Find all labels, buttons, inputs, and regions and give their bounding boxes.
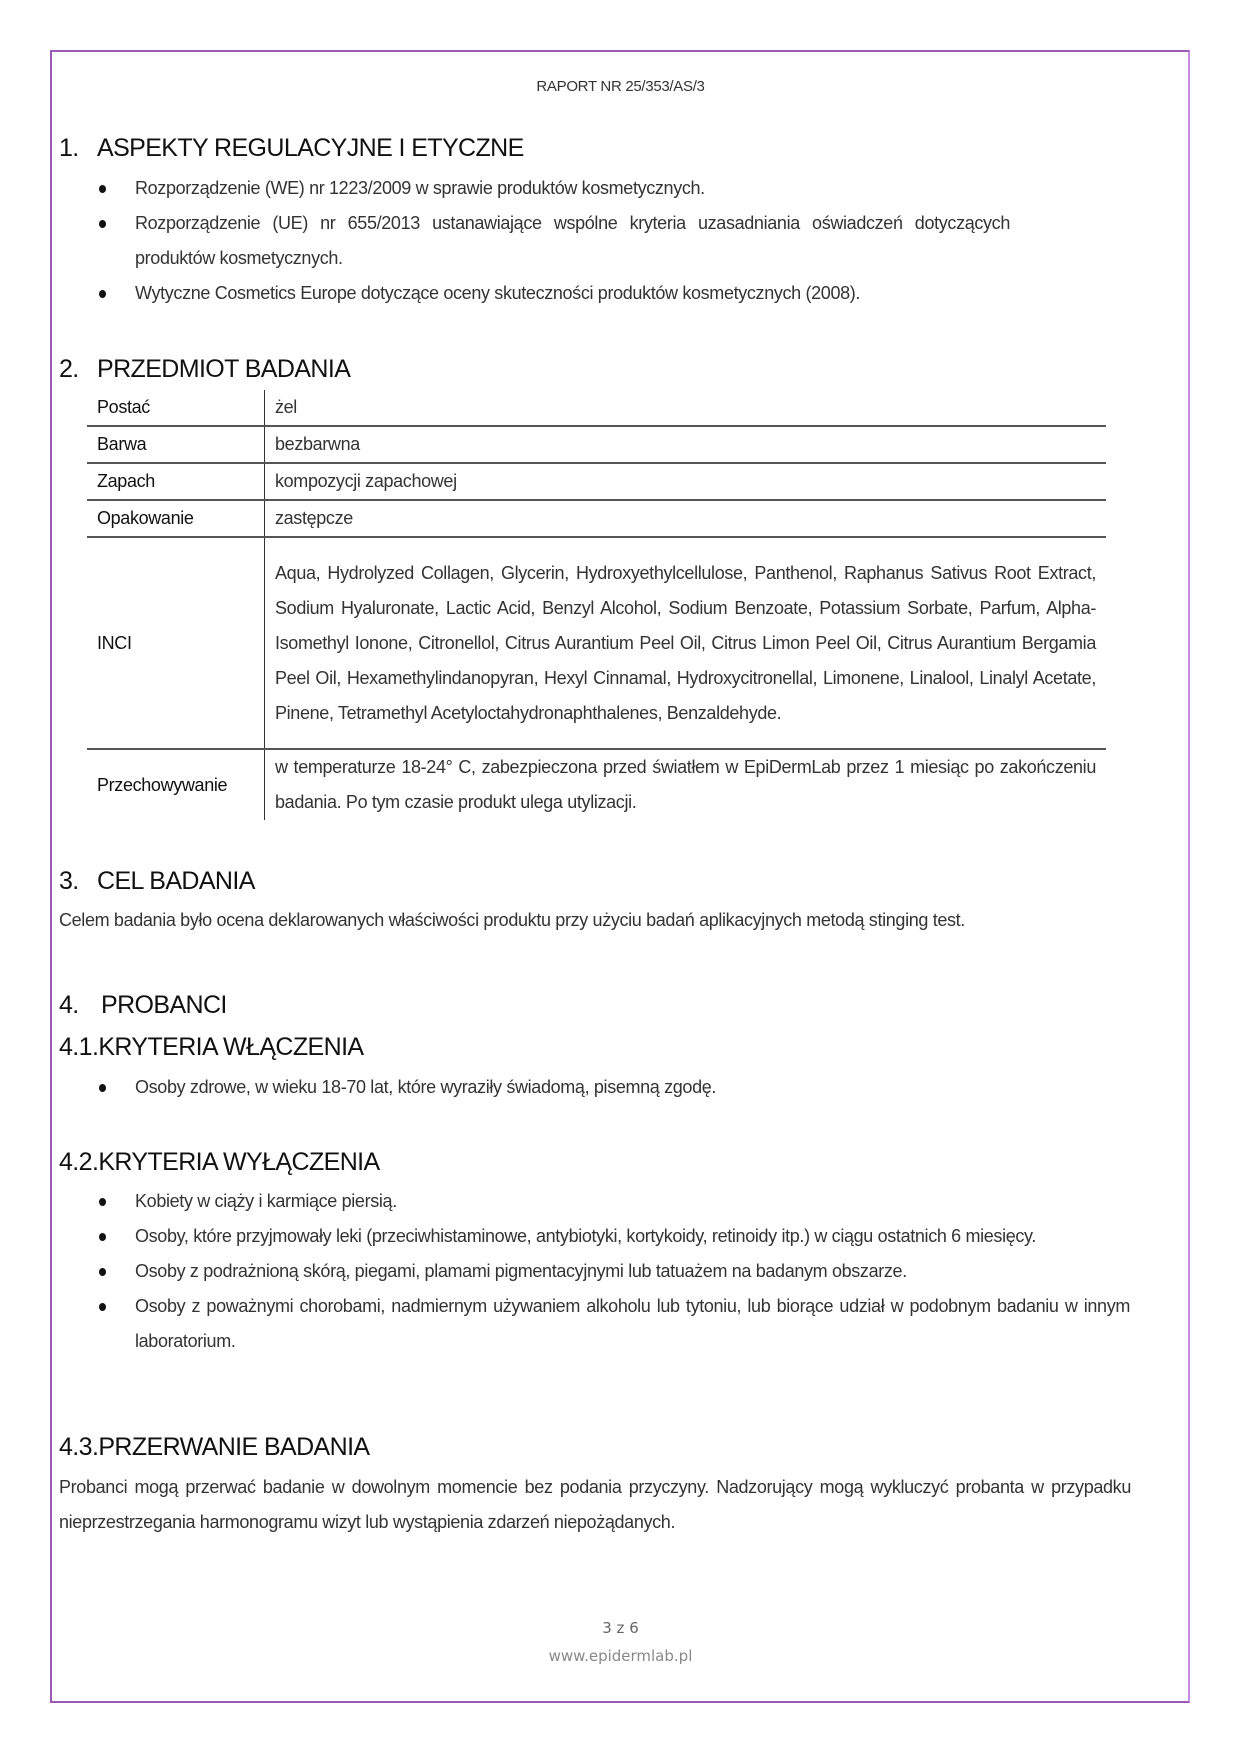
section-number: 2. xyxy=(59,355,79,383)
footer-website-link[interactable]: www.epidermlab.pl xyxy=(548,1647,693,1665)
list-item: Osoby z podrażnioną skórą, piegami, plamami pigmentacyjnymi lub tatuażem na badanym obszarze. xyxy=(95,1254,1130,1289)
section-number: 4.2. xyxy=(59,1148,99,1176)
section-number: 3. xyxy=(59,867,79,895)
section-number: 1. xyxy=(59,134,79,162)
table-key: Postać xyxy=(87,390,265,426)
section-4-2-heading xyxy=(59,1147,380,1177)
list-item: Osoby zdrowe, w wieku 18-70 lat, które wyraziły świadomą, pisemną zgodę. xyxy=(95,1070,1130,1105)
table-key: Opakowanie xyxy=(87,500,265,537)
list-item: Osoby z poważnymi chorobami, nadmiernym używaniem alkoholu lub tytoniu, lub biorące udział w podobnym badaniu w innym laboratorium. xyxy=(95,1289,1130,1359)
section-number: 4.3. xyxy=(59,1433,99,1461)
regulations-list xyxy=(95,171,1130,311)
list-item: Wytyczne Cosmetics Europe dotyczące oceny skuteczności produktów kosmetycznych (2008). xyxy=(95,276,1130,311)
section-title: PRZEDMIOT BADANIA xyxy=(97,355,351,383)
table-row xyxy=(87,749,1106,820)
table-row xyxy=(87,390,1106,426)
section-1-heading xyxy=(59,133,524,163)
list-item: Kobiety w ciąży i karmiące piersią. xyxy=(95,1184,1130,1219)
list-item: Rozporządzenie (UE) nr 655/2013 ustanawiające wspólne kryteria uzasadniania oświadczeń dotyczących produktów kosmetycznych. xyxy=(95,206,1130,276)
table-key: Barwa xyxy=(87,426,265,463)
report-number-header: RAPORT NR 25/353/AS/3 xyxy=(536,78,705,95)
section-title: KRYTERIA WŁĄCZENIA xyxy=(98,1033,364,1061)
table-value: Aqua, Hydrolyzed Collagen, Glycerin, Hydroxyethylcellulose, Panthenol, Raphanus Sativus Root Extract, Sodium Hyaluronate, Lactic Acid, Benzyl Alcohol, Sodium Benzoate, Potassium Sorbate, Parfum, Alpha-Isomethyl Ionone, Citronellol, Citrus Aurantium Peel Oil, Citrus Limon Peel Oil, Citrus Aurantium Bergamia Peel Oil, Hexamethylindanopyran, Hexyl Cinnamal, Hydroxycitronellal, Limonene, Linalool, Linalyl Acetate, Pinene, Tetramethyl Acetyloctahydronaphthalenes, Benzaldehyde. xyxy=(265,537,1107,749)
section-2-heading xyxy=(59,354,350,384)
table-value: w temperaturze 18-24° C, zabezpieczona przed światłem w EpiDermLab przez 1 miesiąc po zakończeniu badania. Po tym czasie produkt ulega utylizacji. xyxy=(275,757,1096,812)
table-key: Przechowywanie xyxy=(87,749,265,820)
table-row xyxy=(87,500,1106,537)
table-value: zastępcze xyxy=(265,500,1107,537)
section-title: PRZERWANIE BADANIA xyxy=(98,1433,370,1461)
table-key: INCI xyxy=(87,537,265,749)
section-title: ASPEKTY REGULACYJNE I ETYCZNE xyxy=(97,134,524,162)
inclusion-criteria-list xyxy=(95,1070,1130,1105)
table-value: bezbarwna xyxy=(265,426,1107,463)
section-3-heading xyxy=(59,866,255,896)
product-spec-table xyxy=(87,390,1106,820)
section-4-3-heading xyxy=(59,1432,370,1462)
section-title: KRYTERIA WYŁĄCZENIA xyxy=(98,1148,380,1176)
study-aim-text: Celem badania było ocena deklarowanych właściwości produktu przy użyciu badań aplikacyjnych metodą stinging test. xyxy=(59,910,965,930)
exclusion-criteria-list xyxy=(95,1184,1130,1359)
section-number: 4. xyxy=(59,991,79,1019)
list-item: Rozporządzenie (WE) nr 1223/2009 w sprawie produktów kosmetycznych. xyxy=(95,171,1130,206)
table-row xyxy=(87,426,1106,463)
table-value: kompozycji zapachowej xyxy=(265,463,1107,500)
table-value: żel xyxy=(265,390,1107,426)
section-title: PROBANCI xyxy=(101,991,227,1019)
section-4-heading xyxy=(59,990,227,1020)
section-number: 4.1. xyxy=(59,1033,99,1061)
study-interruption-text: Probanci mogą przerwać badanie w dowolnym momencie bez podania przyczyny. Nadzorujący mogą wykluczyć probanta w przypadku nieprzestrzegania harmonogramu wizyt lub wystąpienia zdarzeń niepożądanych. xyxy=(59,1477,1131,1532)
section-4-1-heading xyxy=(59,1032,364,1062)
list-item: Osoby, które przyjmowały leki (przeciwhistaminowe, antybiotyki, kortykoidy, retinoidy itp.) w ciągu ostatnich 6 miesięcy. xyxy=(95,1219,1130,1254)
table-row xyxy=(87,537,1106,749)
table-key: Zapach xyxy=(87,463,265,500)
table-row xyxy=(87,463,1106,500)
page-number: 3 z 6 xyxy=(602,1619,639,1637)
section-title: CEL BADANIA xyxy=(97,867,255,895)
